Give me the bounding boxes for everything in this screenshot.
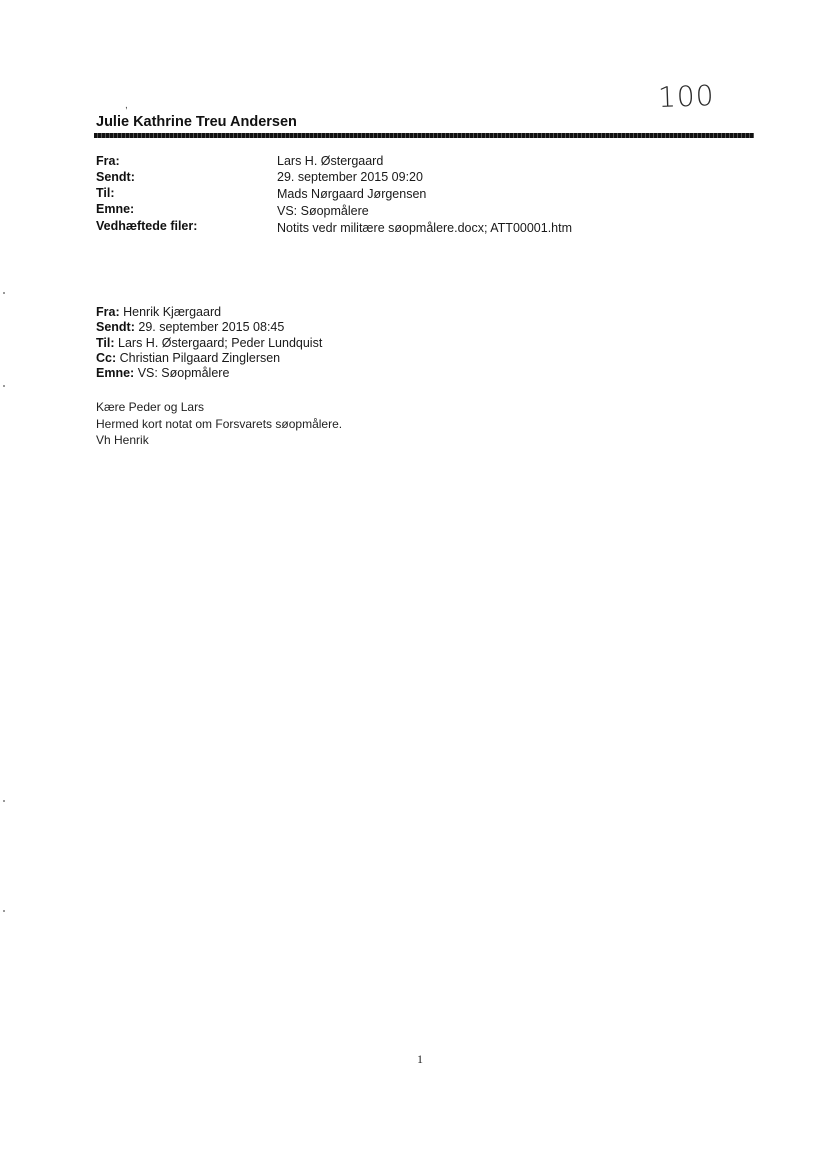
fwd-to-line — [96, 336, 322, 350]
to-value: Mads Nørgaard Jørgensen — [277, 187, 427, 201]
fwd-cc-value: Christian Pilgaard Zinglersen — [119, 351, 281, 365]
fwd-cc-label: Cc: — [96, 351, 117, 365]
fwd-sent-label: Sendt: — [96, 320, 135, 334]
attachments-label: Vedhæftede filer: — [96, 219, 198, 233]
fwd-subject-label: Emne: — [96, 366, 135, 380]
scan-mark — [3, 800, 5, 802]
subject-label: Emne: — [96, 202, 135, 216]
from-value: Lars H. Østergaard — [277, 154, 384, 168]
mailbox-owner-name: Julie Kathrine Treu Andersen — [96, 114, 297, 130]
scan-mark — [3, 910, 5, 912]
to-label: Til: — [96, 186, 115, 200]
body-line-1: Hermed kort notat om Forsvarets søopmålere. — [96, 417, 343, 431]
header-divider — [94, 133, 754, 138]
sent-label: Sendt: — [96, 170, 135, 184]
fwd-cc-line — [96, 351, 280, 365]
body-greeting: Kære Peder og Lars — [96, 400, 205, 414]
fwd-sent-line — [96, 320, 284, 334]
fwd-to-value: Lars H. Østergaard; Peder Lundquist — [118, 336, 323, 350]
fwd-to-label: Til: — [96, 336, 115, 350]
scan-mark — [3, 385, 5, 387]
scan-mark — [3, 292, 5, 294]
from-label: Fra: — [96, 154, 120, 168]
sent-value: 29. september 2015 09:20 — [277, 170, 423, 184]
subject-value: VS: Søopmålere — [277, 204, 369, 218]
page-number: 1 — [417, 1052, 423, 1066]
fwd-subject-value: VS: Søopmålere — [137, 366, 230, 380]
scan-speck: , — [125, 100, 128, 111]
body-signoff: Vh Henrik — [96, 433, 149, 447]
attachments-value: Notits vedr militære søopmålere.docx; ATT00001.htm — [277, 221, 573, 235]
handwritten-page-number: 100 — [657, 79, 716, 114]
fwd-subject-line — [96, 366, 229, 380]
fwd-sent-value: 29. september 2015 08:45 — [138, 320, 285, 334]
fwd-from-label: Fra: — [96, 305, 120, 319]
fwd-from-value: Henrik Kjærgaard — [123, 305, 222, 319]
fwd-from-line — [96, 305, 221, 319]
